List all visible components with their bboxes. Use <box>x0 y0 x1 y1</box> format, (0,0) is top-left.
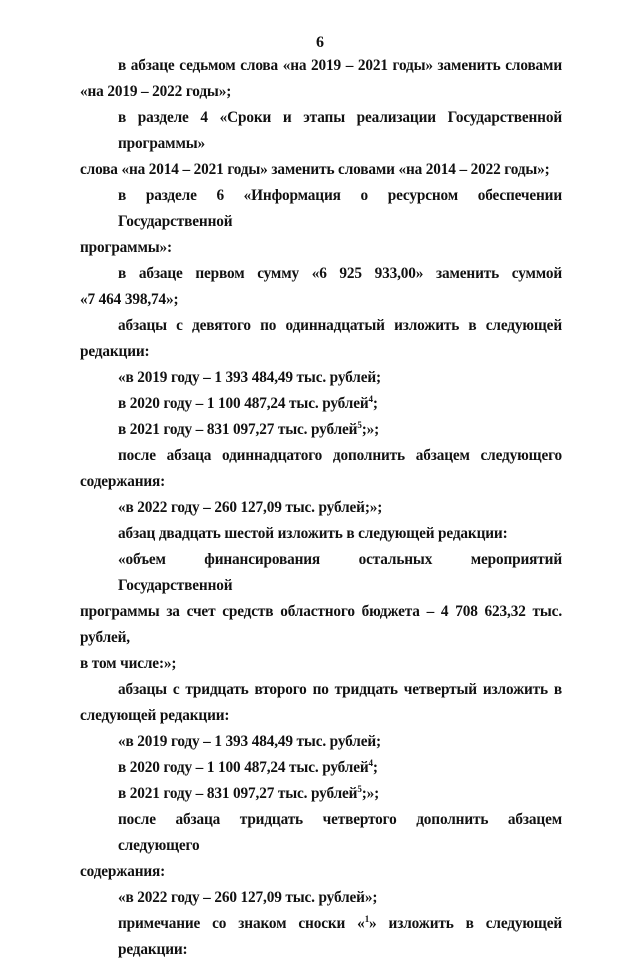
footnote-mark: 5 <box>357 784 362 794</box>
paragraph-line: после абзаца одиннадцатого дополнить абзацем следующего <box>118 447 562 464</box>
footnote-mark: 4 <box>368 758 373 768</box>
paragraph-line <box>80 391 562 417</box>
paragraph-15 <box>80 755 562 781</box>
paragraph-12 <box>80 547 562 677</box>
paragraph-line: абзацы с девятого по одиннадцатый изложить в следующей <box>118 317 562 334</box>
paragraph-9 <box>80 443 562 495</box>
paragraph-line: в абзаце первом сумму «6 925 933,00» заменить суммой <box>118 265 562 282</box>
paragraph-line: «7 464 398,74»; <box>80 291 179 308</box>
line-text: » изложить в следующей редакции: <box>118 915 562 958</box>
line-text: в 2020 году – 1 100 487,24 тыс. рублей <box>118 395 369 412</box>
paragraph-line: «объем финансирования остальных мероприятий Государственной <box>118 551 562 594</box>
paragraph-line <box>80 911 562 963</box>
line-text: ; <box>372 395 378 412</box>
paragraph-line: в том числе:»; <box>80 655 177 672</box>
footnote-mark: 1 <box>364 914 370 924</box>
paragraph-line: «в 2019 году – 1 393 484,49 тыс. рублей; <box>118 369 381 386</box>
paragraph-line <box>80 755 562 781</box>
line-text: в 2021 году – 831 097,27 тыс. рублей <box>118 785 358 802</box>
page-number: 6 <box>316 34 324 51</box>
line-text: в 2021 году – 831 097,27 тыс. рублей <box>118 421 358 438</box>
paragraph-17 <box>80 807 562 885</box>
paragraph-line: в разделе 6 «Информация о ресурсном обеспечении Государственной <box>118 187 562 230</box>
paragraph-line: «в 2019 году – 1 393 484,49 тыс. рублей; <box>118 733 381 750</box>
paragraph-line: редакции: <box>80 343 150 360</box>
paragraph-7 <box>80 391 562 417</box>
line-text: ; <box>372 759 378 776</box>
footnote-mark: 4 <box>368 394 373 404</box>
line-text: в 2020 году – 1 100 487,24 тыс. рублей <box>118 759 369 776</box>
line-text: ;»; <box>361 785 380 802</box>
paragraph-line <box>80 781 562 807</box>
footnote-mark: 5 <box>357 420 362 430</box>
paragraph-line: абзацы с тридцать второго по тридцать четвертый изложить в <box>118 681 562 698</box>
paragraph-10 <box>80 495 562 521</box>
paragraph-11 <box>80 521 562 547</box>
paragraph-1 <box>80 53 562 105</box>
paragraph-line: в разделе 4 «Сроки и этапы реализации Государственной программы» <box>118 109 562 152</box>
paragraph-18 <box>80 885 562 911</box>
paragraph-line: слова «на 2014 – 2021 годы» заменить словами «на 2014 – 2022 годы»; <box>80 161 550 178</box>
line-text: примечание со знаком сноски « <box>118 915 365 932</box>
paragraph-line: содержания: <box>80 863 166 880</box>
paragraph-19 <box>80 911 562 963</box>
paragraph-line <box>80 417 562 443</box>
paragraph-14 <box>80 729 562 755</box>
paragraph-3 <box>80 183 562 261</box>
paragraph-2 <box>80 105 562 183</box>
paragraph-13 <box>80 677 562 729</box>
line-text: ;»; <box>361 421 380 438</box>
paragraph-line: после абзаца тридцать четвертого дополнить абзацем следующего <box>118 811 562 854</box>
paragraph-line: следующей редакции: <box>80 707 230 724</box>
paragraph-8 <box>80 417 562 443</box>
paragraph-line: содержания: <box>80 473 166 490</box>
paragraph-6 <box>80 365 562 391</box>
paragraph-5 <box>80 313 562 365</box>
paragraph-line: «в 2022 году – 260 127,09 тыс. рублей»; <box>118 889 378 906</box>
paragraph-line: программы»: <box>80 239 172 256</box>
paragraph-line: программы за счет средств областного бюджета – 4 708 623,32 тыс. рублей, <box>80 603 562 646</box>
paragraph-4 <box>80 261 562 313</box>
document-body <box>80 53 562 963</box>
paragraph-line: «в 2022 году – 260 127,09 тыс. рублей;»; <box>118 499 383 516</box>
paragraph-line: «на 2019 – 2022 годы»; <box>80 83 232 100</box>
paragraph-16 <box>80 781 562 807</box>
paragraph-line: в абзаце седьмом слова «на 2019 – 2021 годы» заменить словами <box>118 57 562 74</box>
paragraph-line: абзац двадцать шестой изложить в следующей редакции: <box>118 525 508 542</box>
